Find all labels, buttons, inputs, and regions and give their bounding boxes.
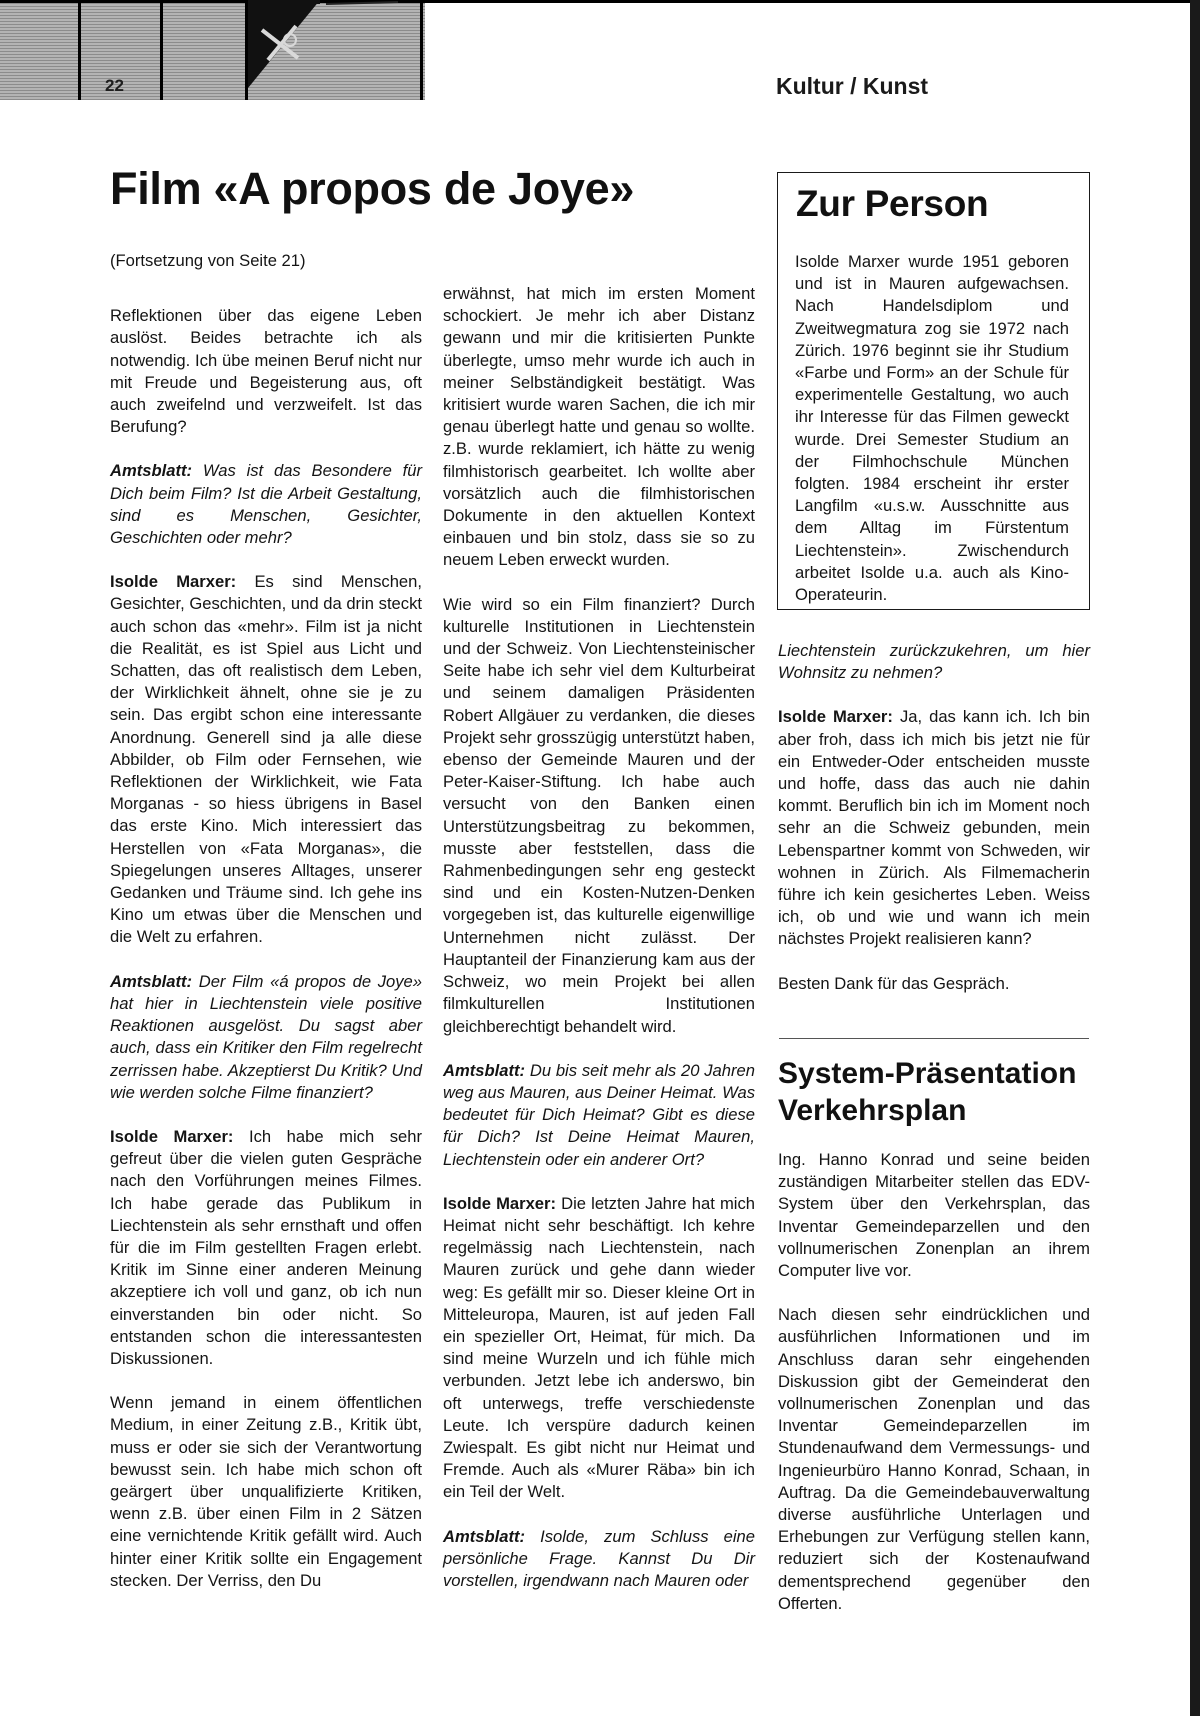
bio-text: Isolde Marxer wurde 1951 geboren und ist in Mauren aufgewachsen. Nach Handelsdiplom und Zweitwegmatura zog sie 1972 nach Zürich. 1976 beginnt sie ihr Studium «Farbe und Form» an der Schule für experimentelle Gestaltung, wo auch ihr Interesse für das Filmen geweckt wurde. Drei Semester Studium an der Filmhochschule München folgten. 1984 erscheint ihr erster Langfilm «u.s.w. Ausschnitte aus dem Alltag im Fürstentum Liechtenstein». Zwischendurch arbeitet Isolde u.a. auch als Kino-Operateurin. — [795, 252, 1069, 605]
speaker-label: Amtsblatt: — [110, 461, 193, 481]
bio-box — [777, 172, 1090, 610]
bio-box-title: Zur Person — [796, 183, 989, 224]
speaker-label: Amtsblatt: — [443, 1526, 526, 1546]
section-label: Kultur / Kunst — [776, 73, 929, 99]
paragraph: Nach diesen sehr eindrücklichen und ausführlichen Informationen und im Anschluss daran sehr eingehenden Diskussion gibt der Gemeinderat den vollnumerischen Zonenplan und das Inventar Gemeindeparzellen im Stundenaufwand dem Vermessungs- und Ingenieurbüro Hanno Konrad, Schaan, in Auftrag. Da die Gemeindebauverwaltung diverse ausführliche Unterlagen und Erhebungen zur Verfügung stellen kann, reduziert sich der Kostenaufwand dementsprechend gegenüber den Offerten. — [778, 1305, 1090, 1613]
interview-answer — [110, 1126, 422, 1370]
answer-text: Die letzten Jahre hat mich Heimat nicht sehr beschäftigt. Ich kehre regelmässig nach Liechtenstein, nach Mauren zurück und gehe dann wieder weg: Es gefällt mir so. Dieser kleine Ort in Mitteleuropa, Mauren, ist auf jeden Fall ein spezieller Ort, Heimat, für mich. Da sind meine Wurzeln und ich fühle mich verbunden. Jetzt lebe ich anderswo, bin oft unterwegs, treffe verschiedenste Leute. Ich verspüre dadurch keinen Zwiespalt. Es gibt nicht nur Heimat und Fremde. Auch als «Murer Räba» bin ich ein Teil der Welt. — [443, 1193, 755, 1502]
column-3-article-2 — [778, 1149, 1090, 1615]
column-2 — [443, 283, 755, 1592]
speaker-label: Isolde Marxer: — [110, 1126, 234, 1146]
column-3 — [778, 640, 1090, 995]
interview-answer — [778, 706, 1090, 950]
section-divider — [779, 1038, 1089, 1039]
question-text: Was ist das Besondere für Dich beim Film? Ist die Arbeit Gestaltung, sind es Menschen, Gesichter, Geschichten oder mehr? — [110, 461, 422, 548]
paragraph: erwähnst, hat mich im ersten Moment schockiert. Je mehr ich aber Distanz gewann und mir die kritisierten Punkte überlegte, umso mehr wurde ich auch in meiner Selbständigkeit bestätigt. Was kritisiert wurde waren Sachen, die ich mir genau überlegt hatte und genau so wollte. z.B. wurde reklamiert, ich hätte zu wenig filmhistorisch gearbeitet. Ich wollte aber vorsätzlich auch die filmhistorischen Dokumente in den aktuellen Kontext einbauen und bin stolz, dass sie so zu neuem Leben erweckt wurden. — [443, 284, 755, 570]
speaker-label: Amtsblatt: — [110, 971, 193, 991]
header-divider — [160, 0, 163, 100]
speaker-label: Isolde Marxer: — [110, 572, 237, 592]
paragraph: Ing. Hanno Konrad und seine beiden zuständigen Mitarbeiter stellen das EDV-System über den Verkehrsplan, das Inventar Gemeindeparzellen und den vollnumerischen Zonenplan an ihrem Computer live vor. — [778, 1150, 1090, 1281]
interview-question — [110, 971, 422, 1104]
continuation-note: (Fortsetzung von Seite 21) — [110, 251, 306, 270]
interview-answer — [110, 571, 422, 948]
speaker-label: Isolde Marxer: — [778, 707, 893, 727]
article-title: Film «A propos de Joye» — [110, 163, 635, 214]
question-text: Isolde, zum Schluss eine persönliche Frage. Kannst Du Dir vorstellen, irgendwann nach Mauren oder — [443, 1526, 755, 1590]
speaker-label: Isolde Marxer: — [443, 1193, 557, 1213]
paragraph: Wie wird so ein Film finanziert? Durch kulturelle Institutionen in Liechtenstein und der Schweiz. Von Liechtensteinischer Seite habe ich sehr viel dem Kulturbeirat und seinem damaligen Präsidenten Robert Allgäuer zu verdanken, die dieses Projekt sehr grosszügig unterstützt haben, ebenso der Gemeinde Mauren und der Peter-Kaiser-Stiftung. Ich habe auch versucht von den Banken einen Unterstützungsbeitrag zu bekommen, musste aber feststellen, dass die Rahmenbedingungen sehr eng gesteckt sind und ein Kosten-Nutzen-Denken vorgegeben ist, das kulturelle eigenwillige Unternehmen nicht zulässt. Der Hauptanteil der Finanzierung kam aus der Schweiz, wo mein Projekt bei allen filmkulturellen Institutionen gleichberechtigt behandelt wird. — [443, 594, 755, 1036]
column-1 — [110, 250, 422, 1592]
paragraph: Wenn jemand in einem öffentlichen Medium, in einer Zeitung z.B., Kritik übt, muss er oder sie sich der Verantwortung bewusst sein. Ich habe mich schon oft geärgert über unqualifizierte Kritiken, wenn z.B. über einen Film in 2 Sätzen eine vernichtende Kritik gefällt wird. Auch hinter einer Kritik sollte ein Engagement stecken. Der Verriss, den Du — [110, 1393, 422, 1590]
question-text: Du bis seit mehr als 20 Jahren weg aus Mauren, aus Deiner Heimat. Was bedeutet für Dich Heimat? Gibt es diese für Dich? Ist Deine Heimat Mauren, Liechtenstein oder ein anderer Ort? — [443, 1060, 755, 1169]
interview-question — [110, 460, 422, 549]
article-2-title: System-Präsentation Verkehrsplan — [778, 1057, 1077, 1127]
header-rule — [0, 0, 1200, 3]
page-edge — [1190, 0, 1200, 1716]
answer-text: Es sind Menschen, Gesichter, Geschichten, und da drin steckt auch schon das «mehr». Film ist ja nicht die Realität, es ist Spiel aus Licht und Schatten, das oft realistisch dem Leben, der Wirklichkeit ähnelt, ohne sie je zu sein. Das ergibt schon eine interessante Anordnung. Generell sind ja alle diese Abbilder, ob Film oder Fernsehen, wie Reflektionen der Wirklichkeit, wie Fata Morganas - so hiess übrigens in Basel das erste Kino. Mich interessiert das Herstellen von «Fata Morganas», die Spiegelungen unseres Alltages, unserer Gedanken und Träume sind. Ich gehe ins Kino um etwas über die Menschen und die Welt zu erfahren. — [110, 572, 422, 947]
speaker-label: Amtsblatt: — [443, 1060, 526, 1080]
answer-text: Ich habe mich sehr gefreut über die vielen guten Gespräche nach den Vorführungen meines Filmes. Ich habe gerade das Publikum in Liechtenstein als sehr ernsthaft und offen für die im Film gestellten Fragen erlebt. Kritik im Sinne einer anderen Meinung akzeptiere ich voll und ganz, ob ich nun einverstanden bin oder nicht. So entstanden schon die interessantesten Diskussionen. — [110, 1126, 422, 1368]
answer-text: Ja, das kann ich. Ich bin aber froh, dass ich mich bis jetzt nie für ein Entweder-Oder entscheiden musste und hoffe, dass das auch nie dahin kommt. Beruflich bin ich im Moment noch sehr an die Schweiz gebunden, mein Lebenspartner kommt von Schweden, wir wohnen in Zürich. Als Filmemacherin führe ich kein gesichertes Leben. Weiss ich, ob und wie und wann ich mein nächstes Projekt realisieren kann? — [778, 707, 1090, 949]
question-text: Der Film «á propos de Joye» hat hier in Liechtenstein viele positive Reaktionen ausgelöst. Du sagst aber auch, dass ein Kritiker den Film regelrecht zerrissen habe. Akzeptierst Du Kritik? Und wie werden solche Filme finanziert? — [110, 971, 422, 1102]
interview-question — [443, 1060, 755, 1171]
header-divider — [78, 0, 81, 100]
question-continuation: Liechtenstein zurückzukehren, um hier Wohnsitz zu nehmen? — [778, 641, 1090, 683]
page-number: 22 — [105, 76, 124, 95]
interview-question — [443, 1526, 755, 1593]
closing-thanks: Besten Dank für das Gespräch. — [778, 973, 1010, 993]
header-divider — [420, 0, 423, 100]
paragraph: Reflektionen über das eigene Leben auslöst. Beides betrachte ich als notwendig. Ich übe meinen Beruf nicht nur mit Freude und Begeisterung aus, oft auch zweifelnd und verzweifelt. Ist das Berufung? — [110, 306, 422, 437]
interview-answer — [443, 1193, 755, 1504]
crest-icon — [248, 0, 418, 100]
bio-box-body — [795, 251, 1069, 606]
